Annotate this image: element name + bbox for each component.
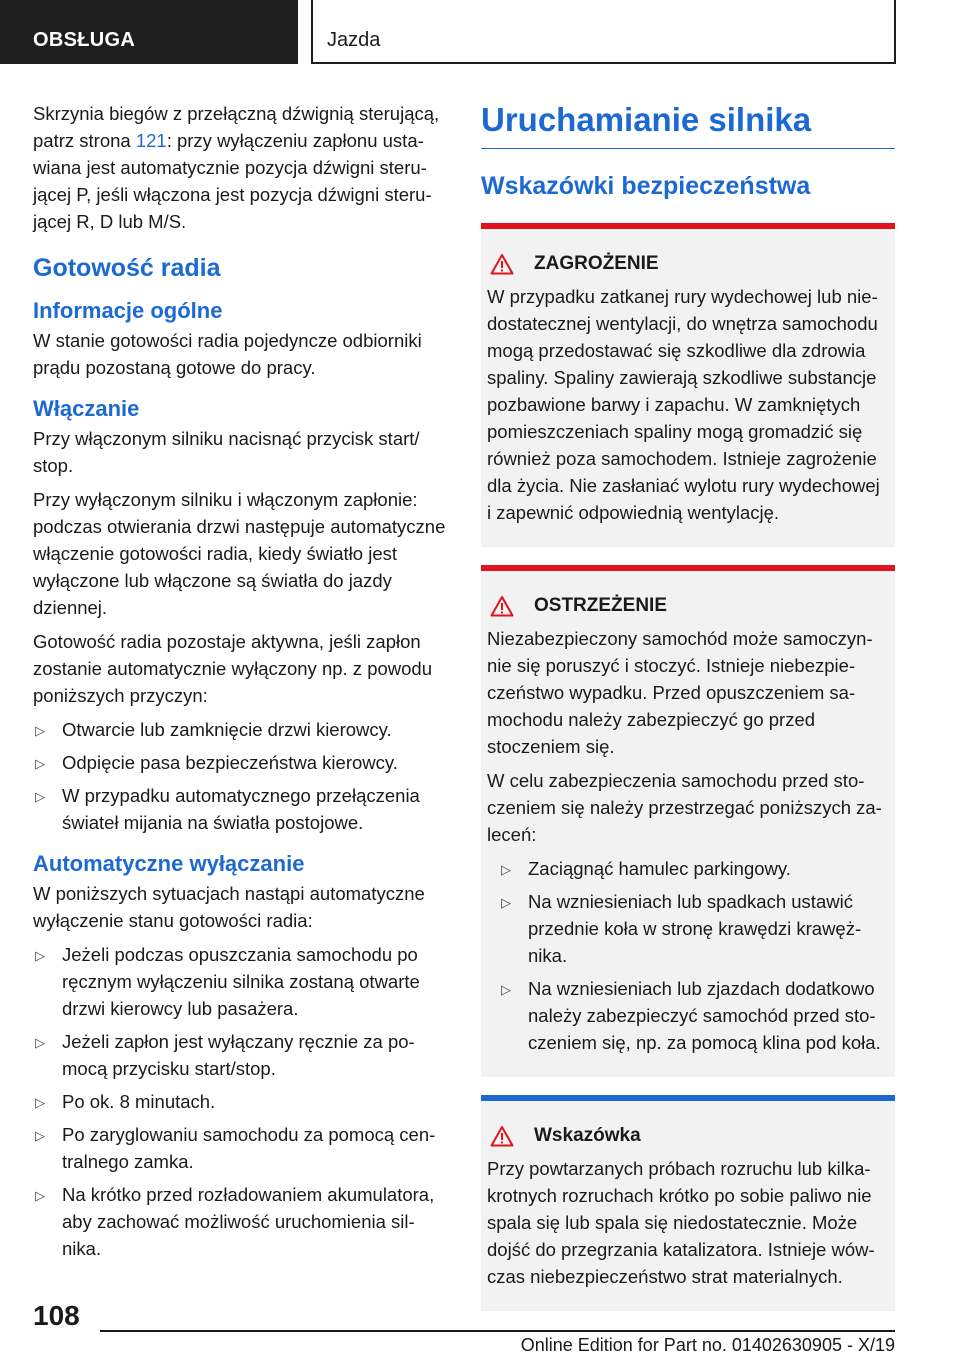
list-item-text: Na wzniesieniach lub spadkach ustawić przednie koła w stronę krawędzi krawężnika. [528,891,862,966]
list-item [33,1028,446,1082]
list-item-text: W przypadku automatycznego przełączenia świateł mijania na światła postojowe. [62,785,420,833]
right-column [481,100,895,1329]
list-item [33,1088,446,1115]
list-item [33,749,446,776]
bullet-triangle-icon: ▷ [35,1188,45,1203]
warning-text-2: W celu zabezpieczenia samochodu przed stoczeniem się należy przestrzegać poniższych zaleceń: [487,770,882,845]
list-item [33,941,446,1022]
bullet-triangle-icon: ▷ [35,789,45,804]
list-item [487,855,889,882]
notice-box [481,1095,895,1311]
main-heading: Uruchamianie silnika [481,100,895,149]
bullet-triangle-icon: ▷ [35,723,45,738]
bullet-triangle-icon: ▷ [501,982,511,997]
warning-triangle-icon [490,253,514,275]
warning-triangle-icon [490,595,514,617]
danger-box [481,223,895,547]
edition-text: Online Edition for Part no. 01402630905 - X/19 [520,1335,895,1355]
footer-divider [100,1330,895,1332]
left-column [33,100,446,1269]
list-item-text: Po ok. 8 minutach. [62,1091,216,1112]
switch-on-text-1: Przy włączonym silniku nacisnąć przycisk start/ stop. [33,428,420,476]
list-item [33,782,446,836]
bullet-triangle-icon: ▷ [35,756,45,771]
list-item [33,1121,446,1175]
list-item-text: Na wzniesieniach lub zjazdach dodatkowo należy zabezpieczyć samochód przed stoczeniem się, np. za pomocą klina pod koła. [528,978,881,1053]
list-item [33,716,446,743]
warning-label: OSTRZEŻENIE [534,595,668,616]
notice-label: Wskazówka [534,1125,641,1146]
page-number: 108 [33,1300,80,1331]
switch-on-text-3: Gotowość radia pozostaje aktywna, jeśli zapłon zostanie automatycznie wyłączony np. z powodu poniższych przyczyn: [33,631,432,706]
switch-on-list [33,716,446,836]
intro-text-pre: Skrzynia biegów z przełączną dźwignią sterującą, patrz strona [33,103,440,151]
warning-header [487,591,889,621]
bullet-triangle-icon: ▷ [35,1128,45,1143]
auto-off-list [33,941,446,1262]
header-chapter-title: Jazda [311,0,896,64]
general-info-heading: Informacje ogólne [33,298,223,323]
bullet-triangle-icon: ▷ [35,1035,45,1050]
bullet-triangle-icon: ▷ [35,948,45,963]
bullet-triangle-icon: ▷ [501,862,511,877]
danger-label: ZAGROŻENIE [534,253,659,274]
intro-paragraph [33,100,446,235]
list-item-text: Na krótko przed rozładowaniem akumulatora, aby zachować możliwość uruchomienia silnika. [62,1184,435,1259]
list-item-text: Otwarcie lub zamknięcie drzwi kierowcy. [62,719,392,740]
list-item-text: Jeżeli zapłon jest wyłączany ręcznie za pomocą przycisku start/stop. [62,1031,415,1079]
list-item-text: Po zaryglowaniu samochodu za pomocą centralnego zamka. [62,1124,436,1172]
list-item [487,888,889,969]
auto-off-text: W poniższych sytuacjach nastąpi automatyczne wyłączenie stanu gotowości radia: [33,883,425,931]
list-item [33,1181,446,1262]
notice-header [487,1121,889,1151]
list-item-text: Zaciągnąć hamulec parkingowy. [528,858,791,879]
safety-heading: Wskazówki bezpieczeństwa [481,172,811,200]
danger-header [487,249,889,279]
bullet-triangle-icon: ▷ [501,895,511,910]
switch-on-text-2: Przy wyłączonym silniku i włączonym zapłonie: podczas otwierania drzwi następuje automatyczne włączenie gotowości radia, kiedy światło jest wyłączone lub włączone są światła do jazdy dziennej. [33,489,446,618]
radio-readiness-heading: Gotowość radia [33,254,221,282]
auto-off-heading: Automatyczne wyłączanie [33,851,305,876]
notice-text: Przy powtarzanych próbach rozruchu lub kilkakrotnych rozruchach krótko po sobie paliwo nie spala się lub spala się niedostatecznie. Może dojść do przegrzania katalizatora. Istnieje wówczas niebezpieczeństwo strat materialnych. [487,1158,875,1287]
switch-on-heading: Włączanie [33,396,140,421]
intro-text-post: : przy wyłączeniu zapłonu ustawiana jest automatycznie pozycja dźwigni sterującej P, jeśli włączona jest pozycja dźwigni sterującej R, D lub M/S. [33,130,432,232]
warning-triangle-icon [490,1125,514,1147]
list-item-text: Odpięcie pasa bezpieczeństwa kierowcy. [62,752,398,773]
warning-box [481,565,895,1077]
warning-list [487,855,889,1056]
bullet-triangle-icon: ▷ [35,1095,45,1110]
danger-text: W przypadku zatkanej rury wydechowej lub niedostatecznej wentylacji, do wnętrza samochodu mogą przedostawać się szkodliwe dla zdrowia spaliny. Spaliny zawierają szkodliwe substancje pozbawione barwy i zapachu. W zamkniętych pomieszczeniach spaliny mogą gromadzić się również poza samochodem. Istnieje zagrożenie dla życia. Nie zasłaniać wylotu rury wydechowej i zapewnić odpowiednią wentylację. [487,286,880,523]
warning-text-1: Niezabezpieczony samochód może samoczynnie się poruszyć i stoczyć. Istnieje niebezpieczeństwo wypadku. Przed opuszczeniem samochodu należy zabezpieczyć go przed stoczeniem się. [487,628,873,757]
list-item-text: Jeżeli podczas opuszczania samochodu po ręcznym wyłączeniu silnika zostaną otwarte drzwi kierowcy lub pasażera. [62,944,420,1019]
page-link-121[interactable]: 121 [135,130,167,151]
general-info-text: W stanie gotowości radia pojedyncze odbiorniki prądu pozostaną gotowe do pracy. [33,330,422,378]
list-item [487,975,889,1056]
header-section-label: OBSŁUGA [0,0,298,64]
